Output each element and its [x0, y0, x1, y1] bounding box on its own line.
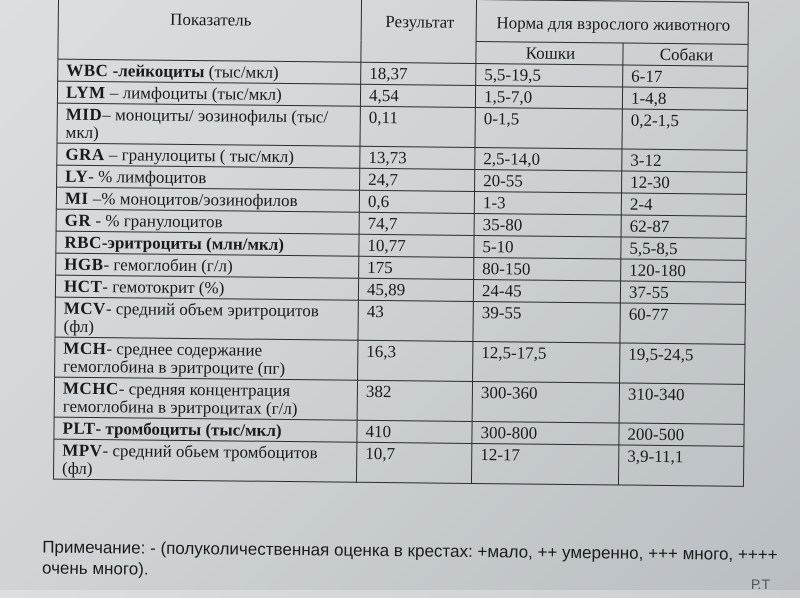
indicator-unit: (тыс/мкл) [204, 62, 278, 82]
indicator-name: -лейкоциты [108, 61, 204, 81]
dogs-norm-cell: 3-12 [622, 149, 747, 172]
indicator-abbr: HCT [64, 277, 103, 296]
dogs-norm-cell: 19,5-24,5 [620, 343, 745, 384]
cats-norm-cell: 35-80 [474, 213, 621, 237]
indicator-cell [57, 81, 360, 106]
dogs-norm-cell: 12-30 [622, 171, 747, 194]
indicator-abbr: MPV [62, 441, 102, 460]
result-cell: 16,3 [358, 340, 473, 381]
dogs-norm-cell: 1-4,8 [622, 87, 747, 110]
dogs-norm-cell: 60-77 [620, 303, 745, 344]
table-body [53, 0, 748, 486]
indicator-cell [57, 143, 360, 168]
indicator-name: - гемотокрит [102, 277, 194, 297]
header-dogs: Собаки [623, 43, 748, 66]
indicator-unit: (тыс/мкл) [207, 84, 281, 104]
indicator-cell [54, 377, 357, 420]
indicator-unit: (тыс/мкл) [66, 107, 329, 142]
indicator-cell [55, 275, 358, 300]
header-cats: Кошки [476, 41, 623, 65]
indicator-name: - средняя концентрация гемоглобина в эритроцитах [63, 379, 291, 417]
indicator-name: -эритроциты [102, 233, 202, 253]
indicator-abbr: MI [65, 189, 89, 208]
cats-norm-cell: 1,5-7,0 [475, 85, 622, 109]
cats-norm-cell: 12-17 [471, 443, 618, 485]
indicator-abbr: MCHC [63, 379, 119, 399]
cats-norm-cell: 24-45 [473, 279, 620, 303]
result-cell: 13,73 [360, 146, 475, 169]
dogs-norm-cell: 310-340 [619, 383, 744, 424]
indicator-name: – лимфоциты [106, 83, 208, 103]
result-cell: 74,7 [359, 212, 474, 235]
indicator-cell [58, 59, 361, 84]
indicator-unit: (тыс/мкл) [201, 420, 282, 440]
indicator-cell [53, 439, 356, 482]
indicator-abbr: LYM [66, 83, 106, 102]
indicator-cell [54, 417, 357, 442]
indicator-unit: (г/л) [262, 399, 298, 418]
table-row [53, 439, 743, 486]
dogs-norm-cell: 37-55 [620, 281, 745, 304]
indicator-name: - гемоглобин [103, 255, 197, 275]
result-cell: 43 [358, 300, 473, 341]
dogs-norm-cell: 120-180 [621, 259, 746, 282]
indicator-name: - среднее содержание гемоглобина в эритроците [63, 339, 262, 378]
indicator-unit: (фл) [62, 459, 93, 478]
indicator-unit: (пг) [253, 359, 285, 378]
indicator-cell [57, 103, 360, 146]
cats-norm-cell: 12,5-17,5 [473, 341, 620, 383]
result-cell: 0,11 [360, 106, 475, 147]
result-cell: 24,7 [360, 168, 475, 191]
indicator-unit: (фл) [63, 317, 94, 336]
result-cell: 10,77 [359, 234, 474, 257]
dogs-norm-cell: 2-4 [621, 193, 746, 216]
indicator-name: – гранулоциты [105, 145, 216, 165]
indicator-unit: (г/л) [197, 256, 233, 275]
indicator-name: –% моноцитов/эозинофилов [88, 189, 297, 210]
cats-norm-cell: 39-55 [473, 301, 620, 343]
result-cell: 45,89 [358, 278, 473, 301]
indicator-abbr: WBC [66, 61, 108, 80]
indicator-cell [57, 165, 360, 190]
indicator-cell [56, 209, 359, 234]
result-cell: 175 [359, 256, 474, 279]
indicator-name: – моноциты/ эозинофилы [102, 105, 287, 126]
indicator-cell [55, 297, 358, 340]
dogs-norm-cell: 62-87 [621, 215, 746, 238]
cats-norm-cell: 1-3 [474, 191, 621, 215]
indicator-name: - средний обьем тромбоцитов [102, 441, 317, 462]
result-cell: 4,54 [360, 84, 475, 107]
dogs-norm-cell: 3,9-11,1 [618, 445, 743, 486]
indicator-name: - тромбоциты [95, 419, 201, 439]
dogs-norm-cell: 0,2-1,5 [622, 109, 747, 150]
header-result: Результат [361, 0, 477, 63]
indicator-cell [55, 337, 358, 380]
indicator-cell [56, 231, 359, 256]
indicator-abbr: PLT [62, 419, 95, 438]
cats-norm-cell: 5-10 [474, 235, 621, 259]
cats-norm-cell: 80-150 [474, 257, 621, 281]
header-indicator: Показатель [58, 0, 362, 62]
result-cell: 382 [357, 380, 472, 421]
result-cell: 410 [357, 420, 472, 443]
cats-norm-cell: 0-1,5 [475, 107, 622, 149]
cats-norm-cell: 5,5-19,5 [476, 63, 623, 87]
indicator-abbr: GR [65, 211, 92, 230]
indicator-abbr: MCH [63, 339, 106, 358]
indicator-unit: (%) [194, 278, 224, 297]
indicator-cell [56, 253, 359, 278]
indicator-abbr: HGB [64, 255, 103, 274]
blood-test-table [53, 0, 749, 487]
indicator-abbr: MID [66, 105, 103, 124]
result-cell: 18,37 [361, 62, 476, 85]
result-cell: 0,6 [359, 190, 474, 213]
header-row [58, 0, 748, 44]
footnote: Примечание: - (полуколичественная оценка в крестах: +мало, ++ умеренно, +++ много, ++++ очень много). [42, 536, 800, 586]
indicator-abbr: GRA [65, 145, 104, 164]
header-norm: Норма для взрослого животного [476, 0, 748, 44]
indicator-abbr: RBC [64, 233, 102, 252]
dogs-norm-cell: 5,5-8,5 [621, 237, 746, 260]
cats-norm-cell: 300-800 [472, 421, 619, 445]
indicator-abbr: LY [65, 167, 88, 186]
indicator-unit: ( тыс/мкл) [215, 146, 294, 166]
indicator-unit: (млн/мкл) [202, 234, 284, 254]
result-cell: 10,7 [356, 442, 471, 483]
indicator-name: - % гранулоцитов [91, 211, 223, 231]
indicator-cell [56, 187, 359, 212]
indicator-abbr: MCV [64, 299, 106, 318]
dogs-norm-cell: 200-500 [619, 423, 744, 446]
cats-norm-cell: 20-55 [475, 169, 622, 193]
dogs-norm-cell: 6-17 [623, 65, 748, 88]
cats-norm-cell: 300-360 [472, 381, 619, 423]
corner-text: Р.Т [751, 576, 770, 592]
indicator-name: - % лимфоцитов [88, 167, 206, 187]
indicator-name: - средний объем эритроцитов [106, 299, 319, 320]
cats-norm-cell: 2,5-14,0 [475, 147, 622, 171]
